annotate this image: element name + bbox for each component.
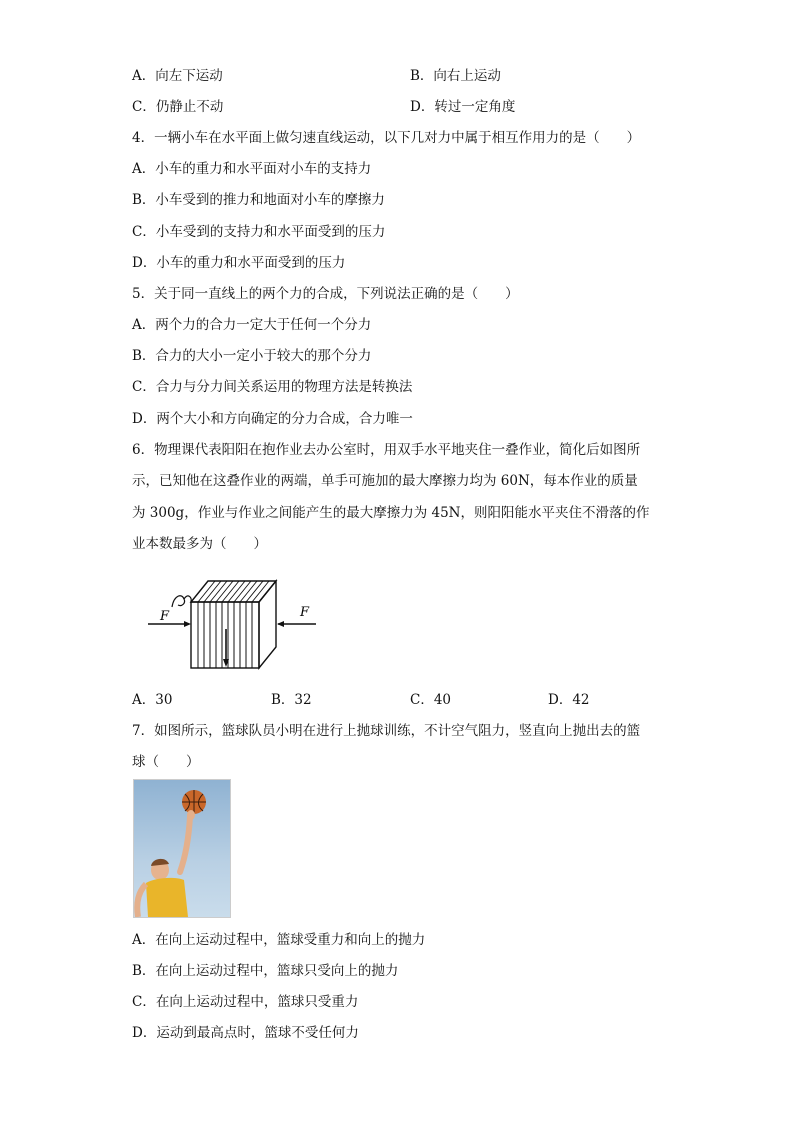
q7-option-c: C．在向上运动过程中，篮球只受重力	[132, 994, 359, 1010]
q3-option-d: D．转过一定角度	[410, 99, 516, 115]
q6-option-d: D．42	[548, 692, 590, 708]
q7-option-d: D．运动到最高点时，篮球不受任何力	[132, 1025, 359, 1041]
q5-option-b: B．合力的大小一定小于较大的那个分力	[132, 348, 372, 364]
q5-option-c: C．合力与分力间关系运用的物理方法是转换法	[132, 379, 413, 395]
basketball-player-photo	[133, 779, 231, 918]
q4-stem: 4．一辆小车在水平面上做匀速直线运动，以下几对力中属于相互作用力的是（ ）	[132, 130, 641, 146]
q4-option-b: B．小车受到的推力和地面对小车的摩擦力	[132, 192, 385, 208]
q4-option-c: C．小车受到的支持力和水平面受到的压力	[132, 224, 386, 240]
q5-stem: 5．关于同一直线上的两个力的合成，下列说法正确的是（ ）	[132, 286, 519, 302]
homework-stack-diagram	[148, 577, 318, 673]
q6-option-b: B．32	[271, 692, 312, 708]
q3-option-c: C．仍静止不动	[132, 99, 224, 115]
q5-option-d: D．两个大小和方向确定的分力合成，合力唯一	[132, 411, 413, 427]
q7-line-2: 球（ ）	[132, 754, 200, 770]
q6-line-2: 示，已知他在这叠作业的两端，单手可施加的最大摩擦力均为 60N，每本作业的质量	[132, 473, 638, 489]
basketball-player-illustration	[134, 780, 230, 917]
q3-option-b: B．向右上运动	[410, 68, 501, 84]
left-force-label: F	[160, 609, 170, 624]
q6-line-1: 6．物理课代表阳阳在抱作业去办公室时，用双手水平地夹住一叠作业，简化后如图所	[132, 442, 641, 458]
q7-line-1: 7．如图所示，篮球队员小明在进行上抛球训练，不计空气阻力，竖直向上抛出去的篮	[132, 723, 641, 739]
q3-option-a: A．向左下运动	[132, 68, 223, 84]
q6-option-a: A．30	[132, 692, 173, 708]
q5-option-a: A．两个力的合力一定大于任何一个分力	[132, 317, 372, 333]
q6-line-4: 业本数最多为（ ）	[132, 536, 267, 552]
homework-stack-figure	[148, 577, 318, 673]
q6-option-c: C．40	[410, 692, 452, 708]
q4-option-a: A．小车的重力和水平面对小车的支持力	[132, 161, 372, 177]
right-force-label: F	[300, 605, 310, 620]
q6-line-3: 为 300g，作业与作业之间能产生的最大摩擦力为 45N，则阳阳能水平夹住不滑落的作	[132, 505, 650, 521]
q7-option-b: B．在向上运动过程中，篮球只受向上的抛力	[132, 963, 399, 979]
q7-option-a: A．在向上运动过程中，篮球受重力和向上的抛力	[132, 932, 426, 948]
q4-option-d: D．小车的重力和水平面受到的压力	[132, 255, 346, 271]
